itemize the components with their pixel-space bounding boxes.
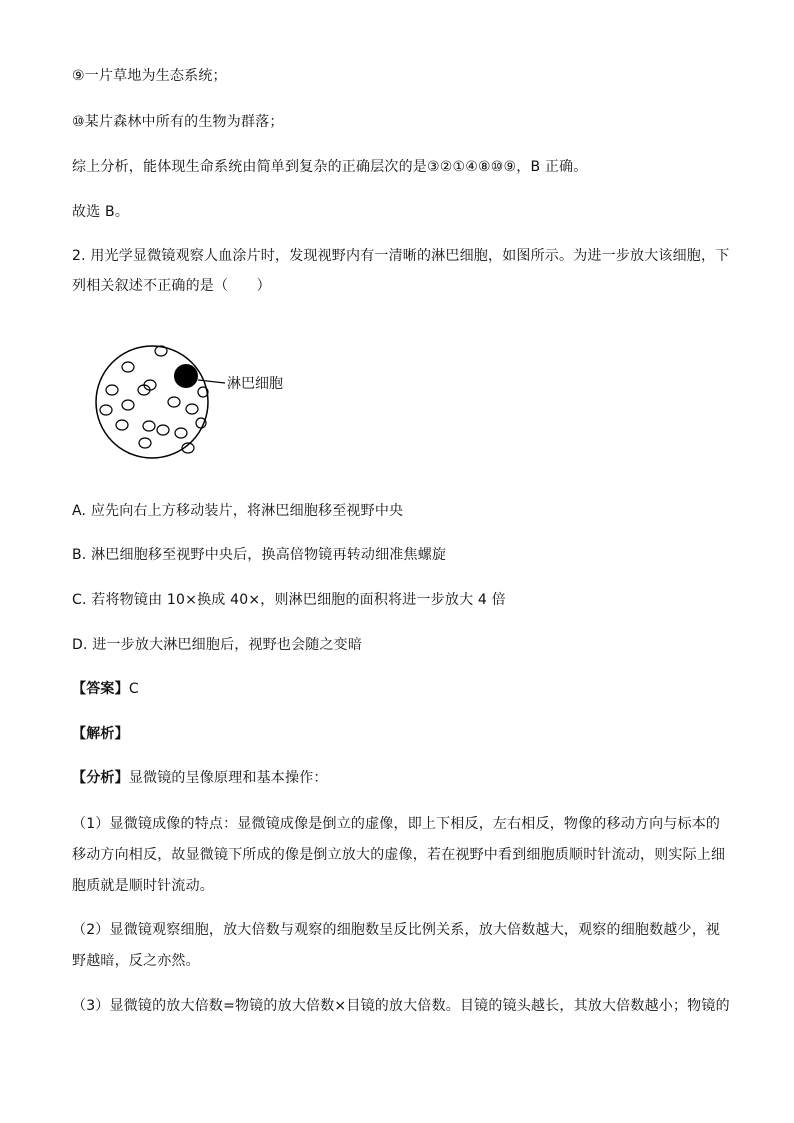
question-stem-line-1: 2. 用光学显微镜观察人血涂片时，发现视野内有一清晰的淋巴细胞，如图所示。为进一步放大该细胞，下 xyxy=(72,248,730,264)
red-blood-cell xyxy=(157,425,169,435)
text-line-9: ⑨一片草地为生态系统； xyxy=(72,68,227,84)
choose-line: 故选 B。 xyxy=(72,204,130,220)
red-blood-cell xyxy=(116,420,128,430)
option-d: D. 进一步放大淋巴细胞后，视野也会随之变暗 xyxy=(72,637,363,653)
point-2-line-1: （2）显微镜观察细胞，放大倍数与观察的细胞数呈反比例关系，放大倍数越大，观察的细胞数越少，视 xyxy=(72,922,721,938)
red-blood-cell xyxy=(106,385,118,395)
analysis-intro-line xyxy=(72,768,328,788)
figure-label: 淋巴细胞 xyxy=(227,376,283,392)
point-2-line-2: 野越暗，反之亦然。 xyxy=(72,953,200,969)
microscope-field-svg xyxy=(88,330,308,470)
option-b: B. 淋巴细胞移至视野中央后，换高倍物镜再转动细准焦螺旋 xyxy=(72,547,447,563)
option-a: A. 应先向右上方移动装片，将淋巴细胞移至视野中央 xyxy=(72,503,404,519)
label-leader-line xyxy=(198,380,225,383)
point-3-line-1: （3）显微镜的放大倍数=物镜的放大倍数×目镜的放大倍数。目镜的镜头越长，其放大倍数越小；物镜的 xyxy=(72,998,730,1014)
analysis-header: 【解析】 xyxy=(72,726,129,742)
text-line-10: ⑩某片森林中所有的生物为群落； xyxy=(72,114,284,130)
field-of-view-circle xyxy=(96,346,208,458)
red-blood-cell xyxy=(186,404,198,414)
fenxi-text: 显微镜的呈像原理和基本操作： xyxy=(128,770,328,786)
answer-line xyxy=(72,679,139,699)
red-blood-cell xyxy=(175,428,187,438)
option-c: C. 若将物镜由 10×换成 40×，则淋巴细胞的面积将进一步放大 4 倍 xyxy=(72,592,506,608)
point-1-line-1: （1）显微镜成像的特点：显微镜成像是倒立的虚像，即上下相反，左右相反，物像的移动方向与标本的 xyxy=(72,816,721,832)
red-blood-cell xyxy=(100,405,112,415)
red-blood-cell xyxy=(168,397,180,407)
lymphocyte-cell xyxy=(174,364,198,388)
blood-smear-figure xyxy=(88,330,308,470)
point-1-line-2: 移动方向相反，故显微镜下所成的像是倒立放大的虚像，若在视野中看到细胞质顺时针流动，则实际上细 xyxy=(72,847,726,863)
red-blood-cell xyxy=(155,346,167,356)
answer-value: C xyxy=(128,681,139,697)
summary-line: 综上分析，能体现生命系统由简单到复杂的正确层次的是③②①④⑧⑩⑨，B 正确。 xyxy=(72,159,588,175)
point-1-line-3: 胞质就是顺时针流动。 xyxy=(72,878,214,894)
red-blood-cell xyxy=(122,362,134,372)
answer-label: 【答案】 xyxy=(72,681,129,697)
fenxi-label: 【分析】 xyxy=(72,770,129,786)
red-blood-cell xyxy=(143,421,155,431)
red-blood-cell xyxy=(139,438,151,448)
red-blood-cell xyxy=(122,400,134,410)
question-stem-line-2: 列相关叙述不正确的是（ ） xyxy=(72,278,271,294)
